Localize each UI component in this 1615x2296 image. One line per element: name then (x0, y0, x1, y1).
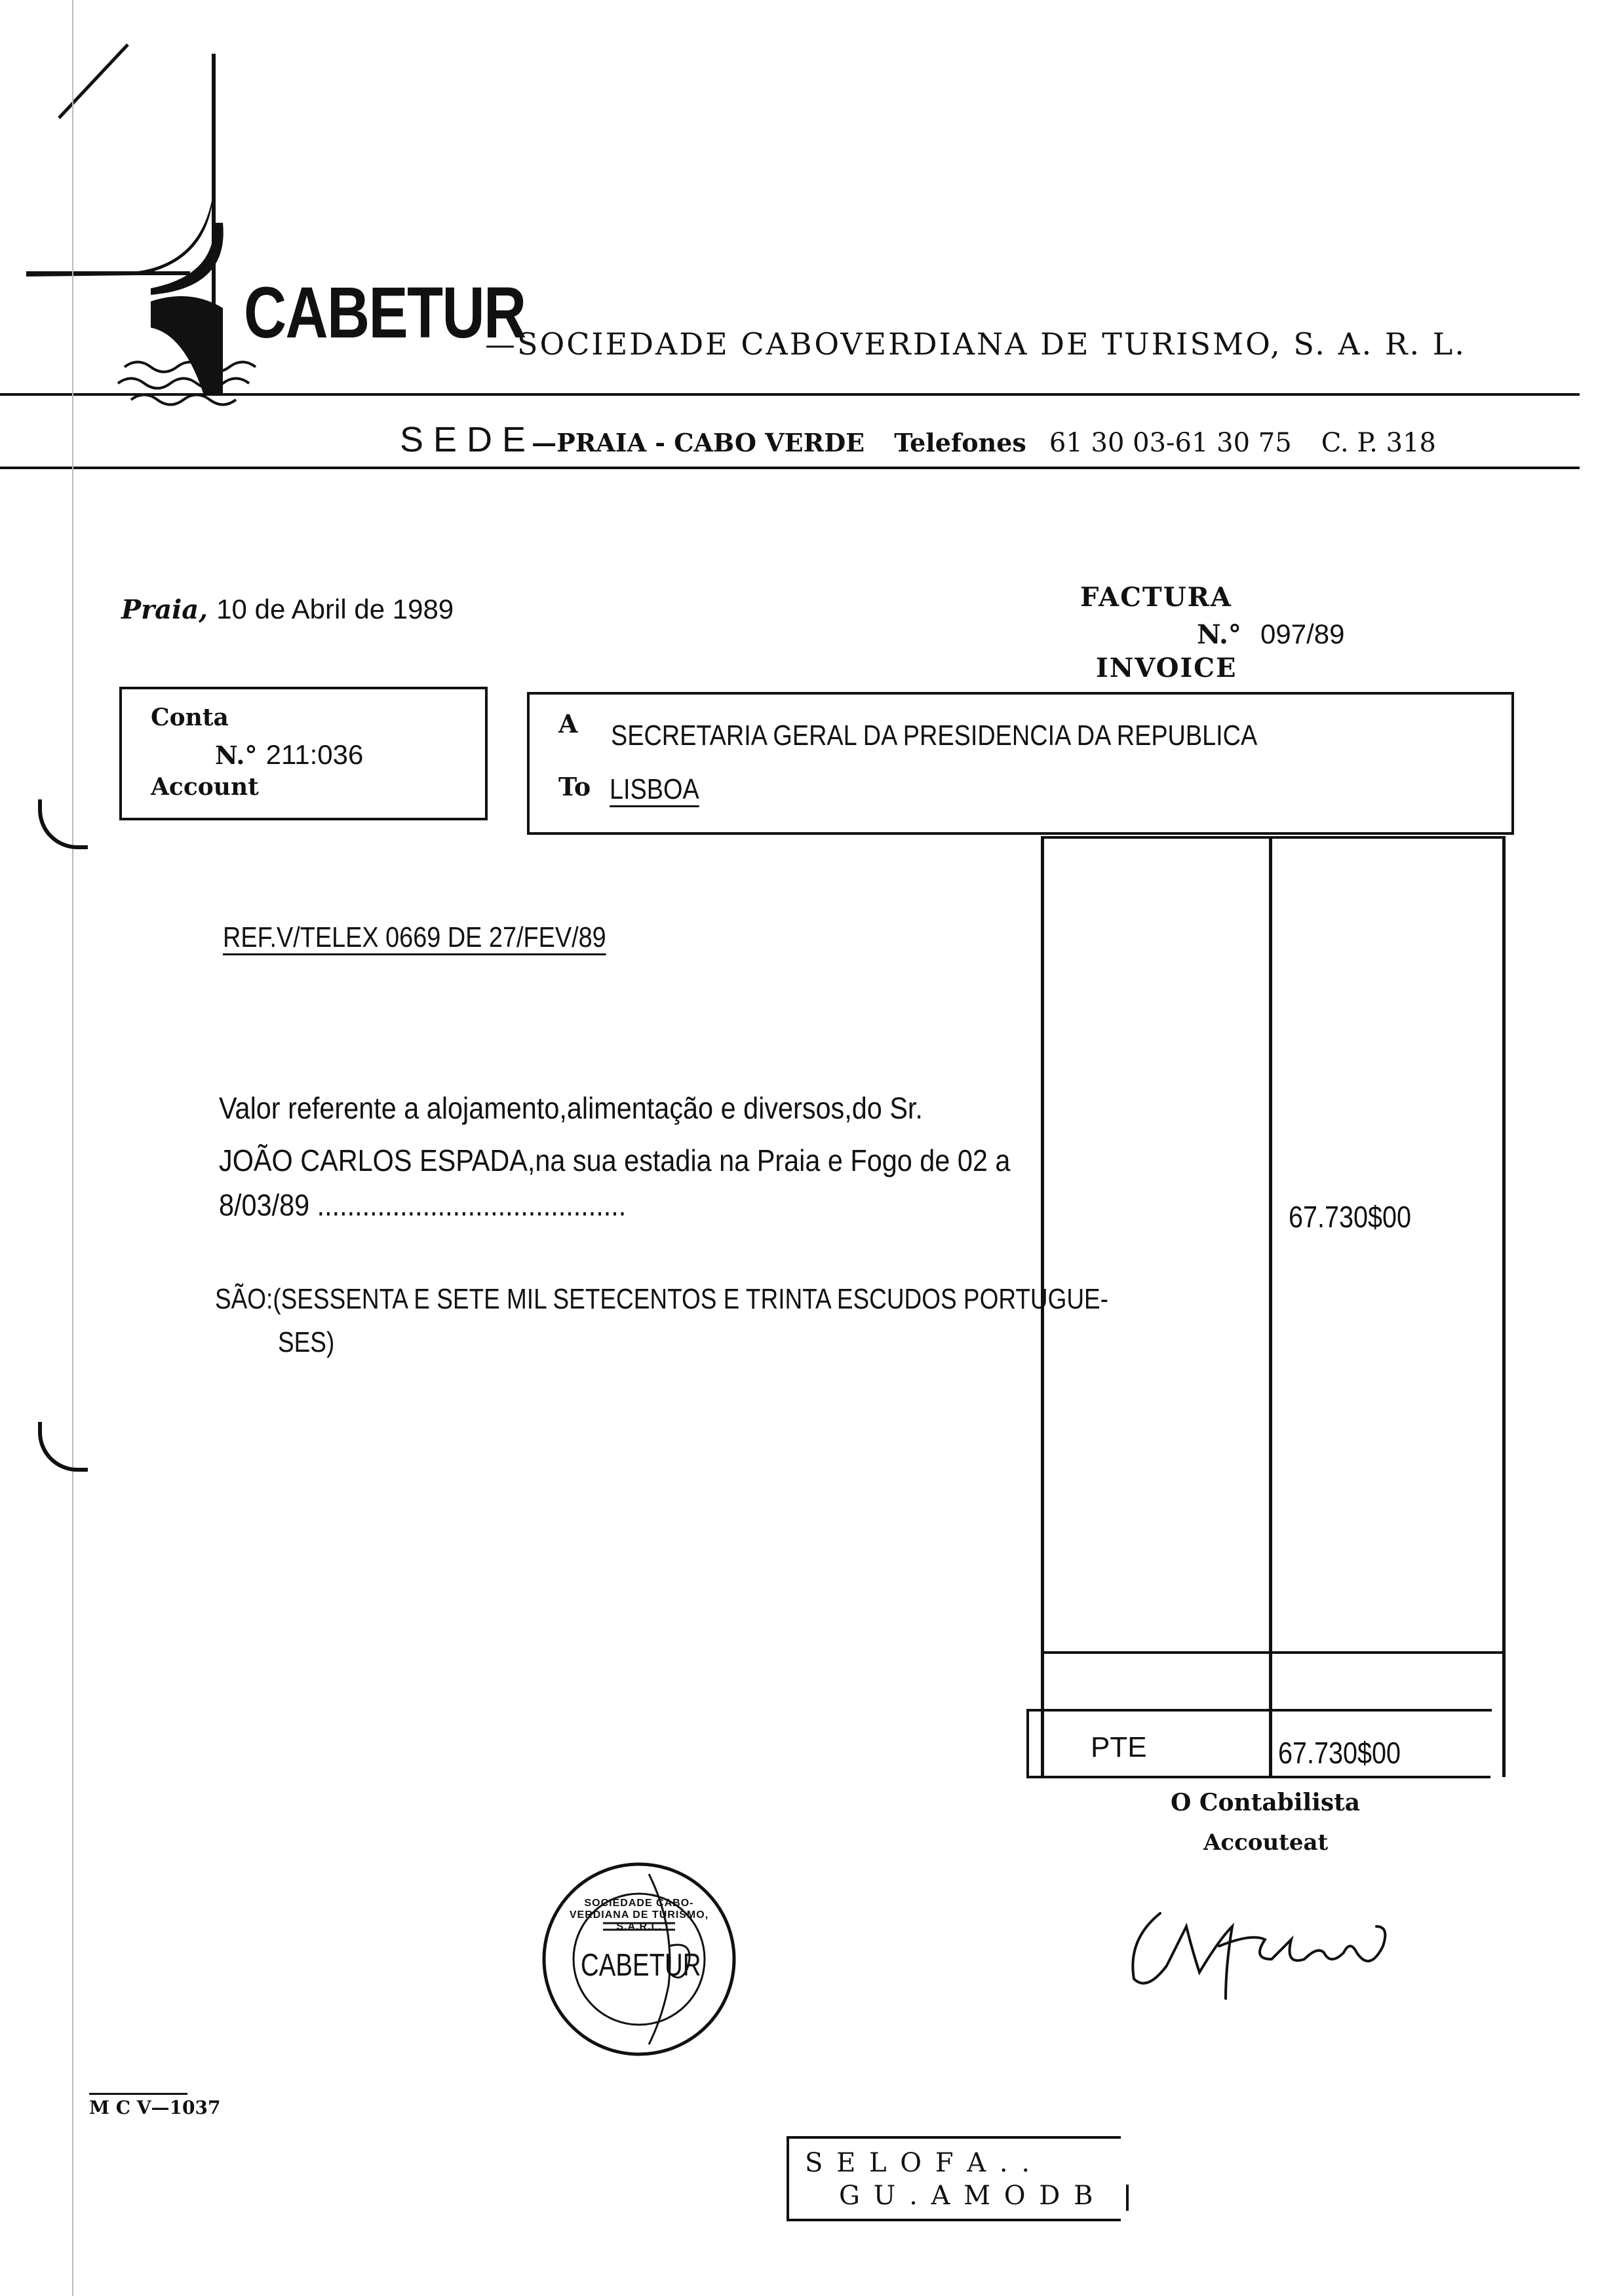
logo-horizontal-bar (26, 271, 190, 275)
account-number-value: 211:036 (265, 739, 364, 770)
description-line-1: Valor referente a alojamento,alimentação e diversos,do Sr. (219, 1091, 923, 1125)
line-amount: 67.730$00 (1289, 1200, 1412, 1234)
amount-words-line-1: SÃO:(SESSENTA E SETE MIL SETECENTOS E TRINTA ESCUDOS PORTUGUE- (215, 1283, 1109, 1315)
form-code: M C V—1037 (89, 2097, 221, 2118)
margin-rule (72, 0, 73, 2296)
amount-words-line-2: SES) (278, 1326, 335, 1358)
column-header-rule (1041, 836, 1505, 839)
date: 10 de Abril de 1989 (216, 594, 454, 624)
recipient-prefix-pt: A (558, 709, 578, 738)
signature-role-en: Accouteat (1203, 1829, 1329, 1856)
totals-rule-1 (1041, 1651, 1504, 1654)
address: —PRAIA - CABO VERDE (532, 428, 865, 457)
fiscal-line-1: S E L O F A . . (805, 2148, 1033, 2178)
stamp-ring-text: SOCIEDADE CABO-VERDIANA DE TURISMO, S.A.R.L. (569, 1898, 709, 1932)
punch-mark-bottom (38, 1422, 88, 1472)
reference: REF.V/TELEX 0669 DE 27/FEV/89 (223, 921, 606, 953)
recipient-name: SECRETARIA GERAL DA PRESIDENCIA DA REPUBLICA (611, 719, 1258, 752)
signature-role-pt: O Contabilista (1171, 1789, 1361, 1816)
company-name: —SOCIEDADE CABOVERDIANA DE TURISMO, S. A. R. L. (485, 326, 1466, 362)
column-divider-middle (1269, 836, 1272, 1777)
phones: 61 30 03-61 30 75 (1049, 428, 1292, 458)
sede-line (400, 419, 1436, 460)
phones-label: Telefones (894, 428, 1026, 457)
totals-rule-2 (1028, 1709, 1492, 1712)
grand-total: 67.730$00 (1278, 1736, 1401, 1770)
sede-label: S E D E (400, 420, 526, 459)
account-box (119, 687, 488, 820)
fiscal-line-2: G U . A M O D B (839, 2181, 1096, 2211)
description-line-3: 8/03/89 ......................................... (219, 1188, 627, 1222)
recipient-prefix-en: To (558, 772, 591, 801)
account-number (215, 739, 363, 771)
po-box: C. P. 318 (1321, 428, 1436, 458)
header-rule-bottom (0, 467, 1580, 469)
fiscal-stamp-box (787, 2136, 1121, 2221)
stamp-text: CABETUR (581, 1948, 701, 1983)
invoice-number-label: N.° (1197, 619, 1241, 650)
invoice-date (121, 594, 454, 625)
invoice-title-pt: FACTURA (1080, 582, 1232, 613)
place: Praia, (121, 594, 208, 625)
account-label-pt: Conta (151, 704, 229, 731)
account-number-label: N.° (215, 740, 258, 770)
recipient-box (527, 692, 1514, 835)
signature (1121, 1887, 1396, 2005)
header-rule-top (0, 393, 1580, 396)
fiscal-box-tick (1126, 2185, 1129, 2211)
totals-left-edge (1026, 1709, 1029, 1777)
totals-rule-3 (1026, 1776, 1490, 1778)
column-divider-right (1502, 836, 1506, 1777)
invoice-title-en: INVOICE (1096, 653, 1237, 683)
form-code-rule (89, 2093, 187, 2095)
invoice-number (1197, 619, 1345, 650)
company-stamp (518, 1848, 767, 2057)
account-label-en: Account (151, 773, 259, 801)
description-line-2: JOÃO CARLOS ESPADA,na sua estadia na Praia e Fogo de 02 a (219, 1143, 1011, 1177)
currency: PTE (1091, 1731, 1147, 1763)
brand-name: CABETUR (244, 273, 526, 353)
invoice-number-value: 097/89 (1260, 619, 1345, 649)
punch-mark-top (38, 799, 88, 849)
signature-icon (1121, 1887, 1396, 2005)
recipient-city: LISBOA (610, 773, 699, 805)
